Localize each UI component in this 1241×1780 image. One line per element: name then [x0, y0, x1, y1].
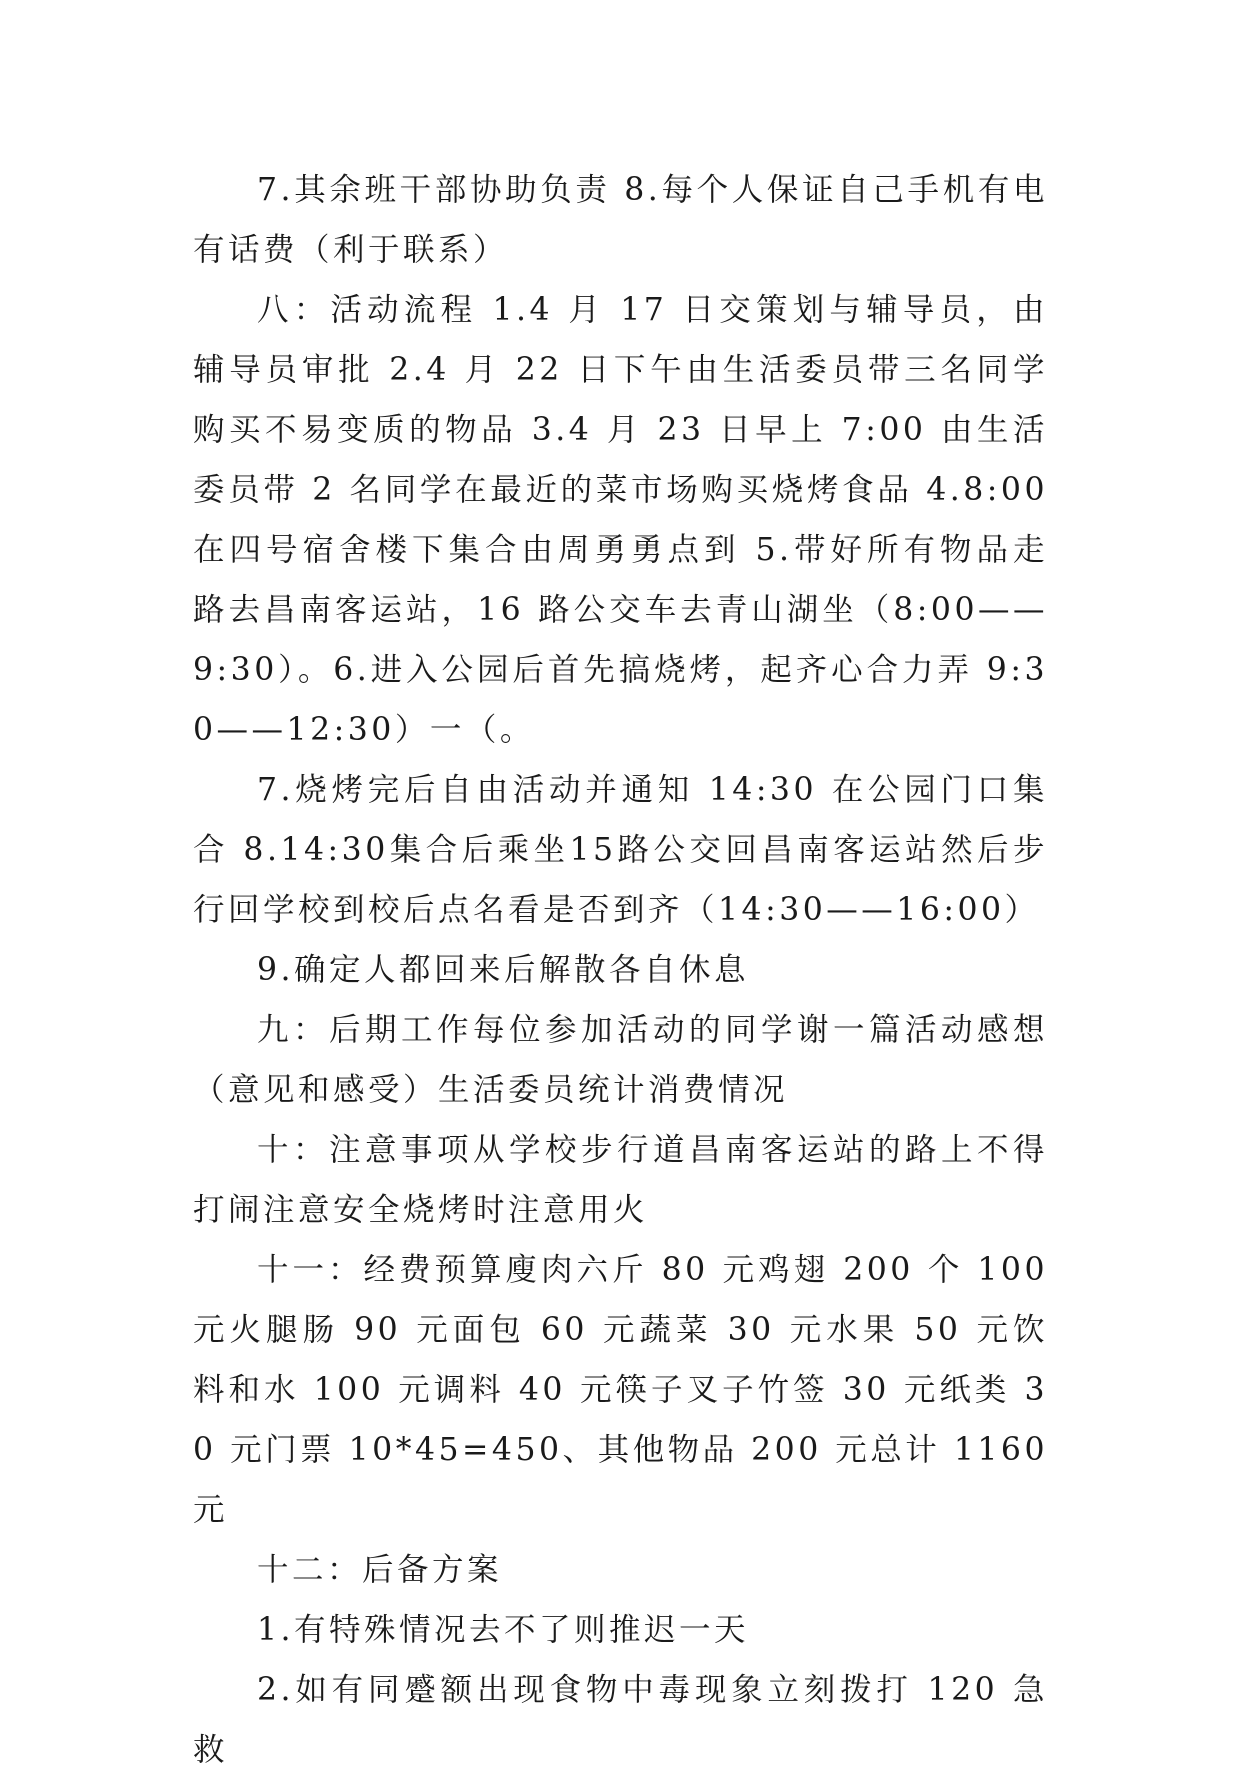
document-body: [193, 160, 1048, 1780]
paragraph-cadre-duties: 7.其余班干部协助负责 8.每个人保证自己手机有电有话费（利于联系）: [193, 172, 1048, 268]
paragraph-backup-item-1: 1.有特殊情况去不了则推迟一天: [257, 1612, 750, 1648]
paragraph-precautions: 十：注意事项从学校步行道昌南客运站的路上不得打闹注意安全烧烤时注意用火: [193, 1132, 1048, 1228]
paragraph-backup-item-2: 2.如有同蹙额出现食物中毒现象立刻拨打 120 急救: [193, 1672, 1048, 1768]
paragraph-free-activity: 7.烧烤完后自由活动并通知 14:30 在公园门口集合 8.14:30集合后乘坐15路公交回昌南客运站然后步行回学校到校后点名看是否到齐（14:30——16:00）: [193, 772, 1048, 928]
paragraph-budget: 十一：经费预算廋肉六斤 80 元鸡翅 200 个 100 元火腿肠 90 元面包 60 元蔬菜 30 元水果 50 元饮料和水 100 元调料 40 元筷子叉子竹签 30 元纸类 30 元门票 10*45=450、其他物品 200 元总计 1160 元: [193, 1252, 1048, 1528]
paragraph-dismiss: 9.确定人都回来后解散各自休息: [257, 952, 750, 988]
paragraph-follow-up-work: 九：后期工作每位参加活动的同学谢一篇活动感想（意见和感受）生活委员统计消费情况: [193, 1012, 1048, 1108]
paragraph-activity-process: 八：活动流程 1.4 月 17 日交策划与辅导员，由辅导员审批 2.4 月 22 日下午由生活委员带三名同学购买不易变质的物品 3.4 月 23 日早上 7:00 由生活委员带 2 名同学在最近的菜市场购买烧烤食品 4.8:00 在四号宿舍楼下集合由周勇勇点到 5.带好所有物品走路去昌南客运站，16 路公交车去青山湖坐（8:00——9:30）。6.进入公园后首先搞烧烤，起齐心合力弄 9:30——12:30）一（。: [193, 292, 1048, 748]
paragraph-backup-plan-heading: 十二：后备方案: [257, 1552, 503, 1588]
